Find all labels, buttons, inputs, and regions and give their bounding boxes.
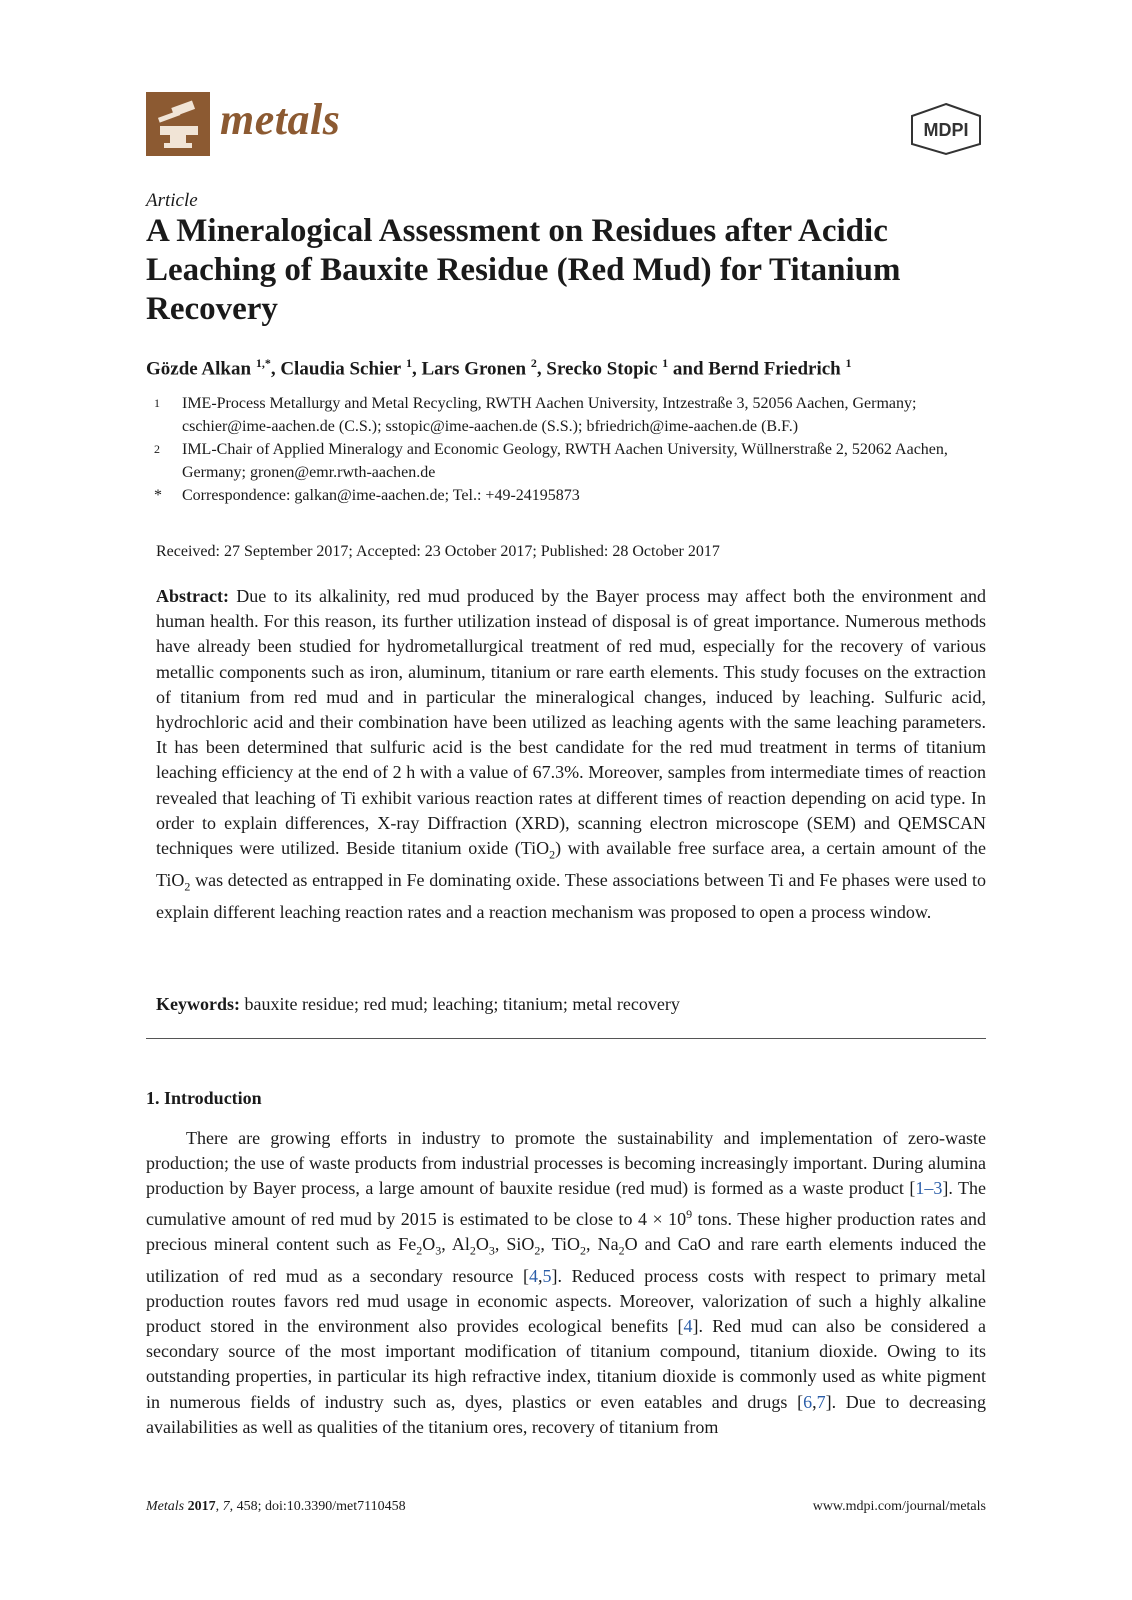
author-separator: , bbox=[411, 358, 422, 380]
body-text: , TiO bbox=[540, 1233, 581, 1254]
subscript: 3 bbox=[488, 1243, 495, 1258]
affiliation-text: IML-Chair of Applied Mineralogy and Economic Geology, RWTH Aachen University, Wüllnerstraße 2, 52062 Aachen, Germany; gronen@emr.rwth-aachen.de bbox=[182, 441, 948, 481]
citation-link[interactable]: 1–3 bbox=[915, 1178, 943, 1199]
footer-volume: 7 bbox=[222, 1499, 230, 1514]
author-name: Claudia Schier bbox=[280, 358, 402, 380]
subscript: 2 bbox=[580, 1243, 587, 1258]
abstract-text: was detected as entrapped in Fe dominating oxide. These associations between Ti and Fe phases were used to explain different leaching reaction rates and a reaction mechanism was proposed to open a process window. bbox=[156, 869, 986, 922]
author-name: Srecko Stopic bbox=[546, 358, 658, 380]
citation-link[interactable]: 7 bbox=[816, 1391, 826, 1412]
anvil-hammer-icon bbox=[146, 92, 210, 156]
subscript: 2 bbox=[416, 1243, 423, 1258]
author-list bbox=[146, 356, 986, 380]
journal-name: metals bbox=[220, 95, 341, 144]
affiliation-list bbox=[154, 392, 984, 507]
author-separator: , bbox=[270, 358, 281, 380]
author-affiliation-marker: 1,* bbox=[255, 356, 271, 370]
abstract-text: ) with available free surface area, a certain amount of the TiO bbox=[156, 838, 986, 890]
affiliation-item bbox=[154, 484, 984, 507]
footer-year: 2017 bbox=[187, 1499, 216, 1514]
body-text: , Al bbox=[441, 1233, 470, 1254]
author-separator: and bbox=[668, 358, 709, 380]
author-affiliation-marker: 1 bbox=[845, 356, 852, 370]
body-text: ]. Red mud can also be considered a secondary source of the most important modification of titanium compound, titanium dioxide. Owing to its outstanding properties, in particular its high refractive index, titanium dioxide is commonly used as white pigment in numerous fields of industry such as, dyes, plastics or even eatables and drugs [ bbox=[146, 1316, 986, 1412]
affiliation-marker: * bbox=[154, 487, 162, 504]
body-text: ]. The cumulative amount of red mud by 2015 is estimated to be close to 4 × 10 bbox=[146, 1178, 986, 1229]
abstract-label: Abstract: bbox=[156, 586, 229, 606]
subscript: 3 bbox=[435, 1243, 442, 1258]
article-title: A Mineralogical Assessment on Residues after Acidic Leaching of Bauxite Residue (Red Mud) for Titanium Recovery bbox=[146, 213, 901, 327]
body-text: There are growing efforts in industry to promote the sustainability and implementation of zero-waste production; the use of waste products from industrial processes is becoming increasingly important. During alumina production by Bayer process, a large amount of bauxite residue (red mud) is formed as a waste product [ bbox=[146, 1128, 986, 1199]
citation-link[interactable]: 4 bbox=[683, 1316, 693, 1337]
mdpi-logo-text: MDPI bbox=[923, 120, 969, 140]
author-name: Lars Gronen bbox=[421, 358, 527, 380]
footer-url[interactable]: www.mdpi.com/journal/metals bbox=[812, 1499, 986, 1514]
abstract-text: Due to its alkalinity, red mud produced by the Bayer process may affect both the environment and human health. For this reason, its further utilization instead of disposal is of great importance. Numerous methods have already been studied for hydrometallurgical treatment of red mud, especially for the recovery of various metallic components such as iron, aluminum, titanium or rare earth elements. This study focuses on the extraction of titanium from red mud and in particular the mineralogical changes, induced by leaching. Sulfuric acid, hydrochloric acid and their combination have been utilized as leaching agents with the same leaching parameters. It has been determined that sulfuric acid is the best candidate for the red mud treatment in terms of titanium leaching efficiency at the end of 2 h with a value of 67.3%. Moreover, samples from intermediate times of reaction revealed that leaching of Ti exhibit various reaction rates at different times of reaction depending on acid type. In order to explain differences, X-ray Diffraction (XRD), scanning electron microscope (SEM) and QEMSCAN techniques were utilized. Beside titanium oxide (TiO bbox=[156, 586, 986, 859]
abstract bbox=[156, 584, 986, 925]
section-heading: 1. Introduction bbox=[146, 1088, 262, 1108]
affiliation-text: IME-Process Metallurgy and Metal Recycling, RWTH Aachen University, Intzestraße 3, 52056 Aachen, Germany; cschier@ime-aachen.de (C.S.); sstopic@ime-aachen.de (S.S.); bfriedrich@ime-aachen.de (B.F.) bbox=[182, 395, 917, 435]
body-text: ]. Reduced process costs with respect to primary metal production routes favors red mud usage in economic aspects. Moreover, valorization of such a highly alkaline product stored in the environment also provides ecological benefits [ bbox=[146, 1265, 986, 1337]
keywords-label: Keywords: bbox=[156, 994, 240, 1014]
author-affiliation-marker: 1 bbox=[662, 356, 669, 370]
journal-header bbox=[146, 92, 986, 162]
keywords-text: bauxite residue; red mud; leaching; titanium; metal recovery bbox=[240, 994, 680, 1014]
superscript: 9 bbox=[686, 1206, 693, 1221]
author-affiliation-marker: 1 bbox=[405, 356, 412, 370]
subscript: 2 bbox=[549, 847, 556, 862]
body-text: , Na bbox=[586, 1233, 619, 1254]
mdpi-logo bbox=[906, 102, 986, 156]
affiliation-item bbox=[154, 438, 984, 484]
author-name: Gözde Alkan bbox=[146, 358, 252, 380]
footer-journal: Metals bbox=[146, 1499, 185, 1514]
footer-citation: Metals 2017, 7, 458; doi:10.3390/met7110458 bbox=[146, 1499, 406, 1514]
citation-link[interactable]: 5 bbox=[542, 1265, 552, 1286]
introduction-paragraph: There are growing efforts in industry to promote the sustainability and implementation of zero-waste production; the use of waste products from industrial processes is becoming increasingly important. During alumina production by Bayer process, a large amount of bauxite residue (red mud) is formed as a waste product [1–3]. The cumulative amount of red mud by 2015 is estimated to be close to $4 \times 10^9$ tons. These higher production rates and precious mineral content such as $Fe_2O_3$, $Al_2O_3$, SiO$_2$, TiO$_2$, $Na_2O$ and CaO and rare earth elements induced the utilization of red mud as a secondary resource [4,5]. Reduced process costs with respect to primary metal production routes favors red mud usage in economic aspects. Moreover, valorization of such a highly alkaline product stored in the environment also provides ecological benefits [4]. Red mud can also be considered a secondary source of the most important modification of titanium compound, titanium dioxide. Owing to its outstanding properties, in particular its high refractive index, titanium dioxide is commonly used as white pigment in numerous fields of industry such as, dyes, plastics or even eatables and drugs [6,7]. Due to decreasing availabilities as well as qualities of the titanium ores, recovery of titanium from bbox=[146, 1128, 986, 1437]
author-affiliation-marker: 2 bbox=[530, 356, 537, 370]
body-text: ]. Due to decreasing availabilities as well as qualities of the titanium ores, recovery of titanium from bbox=[146, 1391, 986, 1437]
body-text: O and CaO and rare earth elements induced the utilization of red mud as a secondary resource [ bbox=[146, 1233, 986, 1286]
subscript: 2 bbox=[534, 1243, 541, 1258]
author-name: Bernd Friedrich bbox=[708, 358, 841, 380]
publication-dates: Received: 27 September 2017; Accepted: 23 October 2017; Published: 28 October 2017 bbox=[156, 543, 720, 560]
affiliation-marker: 1 bbox=[154, 396, 160, 410]
affiliation-marker: 2 bbox=[154, 442, 160, 456]
author-separator: , bbox=[536, 358, 547, 380]
keywords bbox=[156, 994, 986, 1015]
body-text: tons. These higher production rates and precious mineral content such as Fe bbox=[146, 1208, 986, 1254]
subscript: 2 bbox=[618, 1243, 625, 1258]
citation-link[interactable]: 6 bbox=[803, 1391, 813, 1412]
subscript: 2 bbox=[469, 1243, 476, 1258]
article-type: Article bbox=[146, 190, 198, 211]
citation-link[interactable]: 4 bbox=[529, 1265, 538, 1286]
body-text: , SiO bbox=[494, 1233, 535, 1254]
affiliation-item bbox=[154, 392, 984, 438]
footer-doi: , 458; doi:10.3390/met7110458 bbox=[229, 1499, 406, 1514]
correspondence-text: Correspondence: galkan@ime-aachen.de; Tel.: +49-24195873 bbox=[182, 487, 580, 504]
section-divider bbox=[146, 1038, 986, 1039]
subscript: 2 bbox=[184, 879, 191, 894]
